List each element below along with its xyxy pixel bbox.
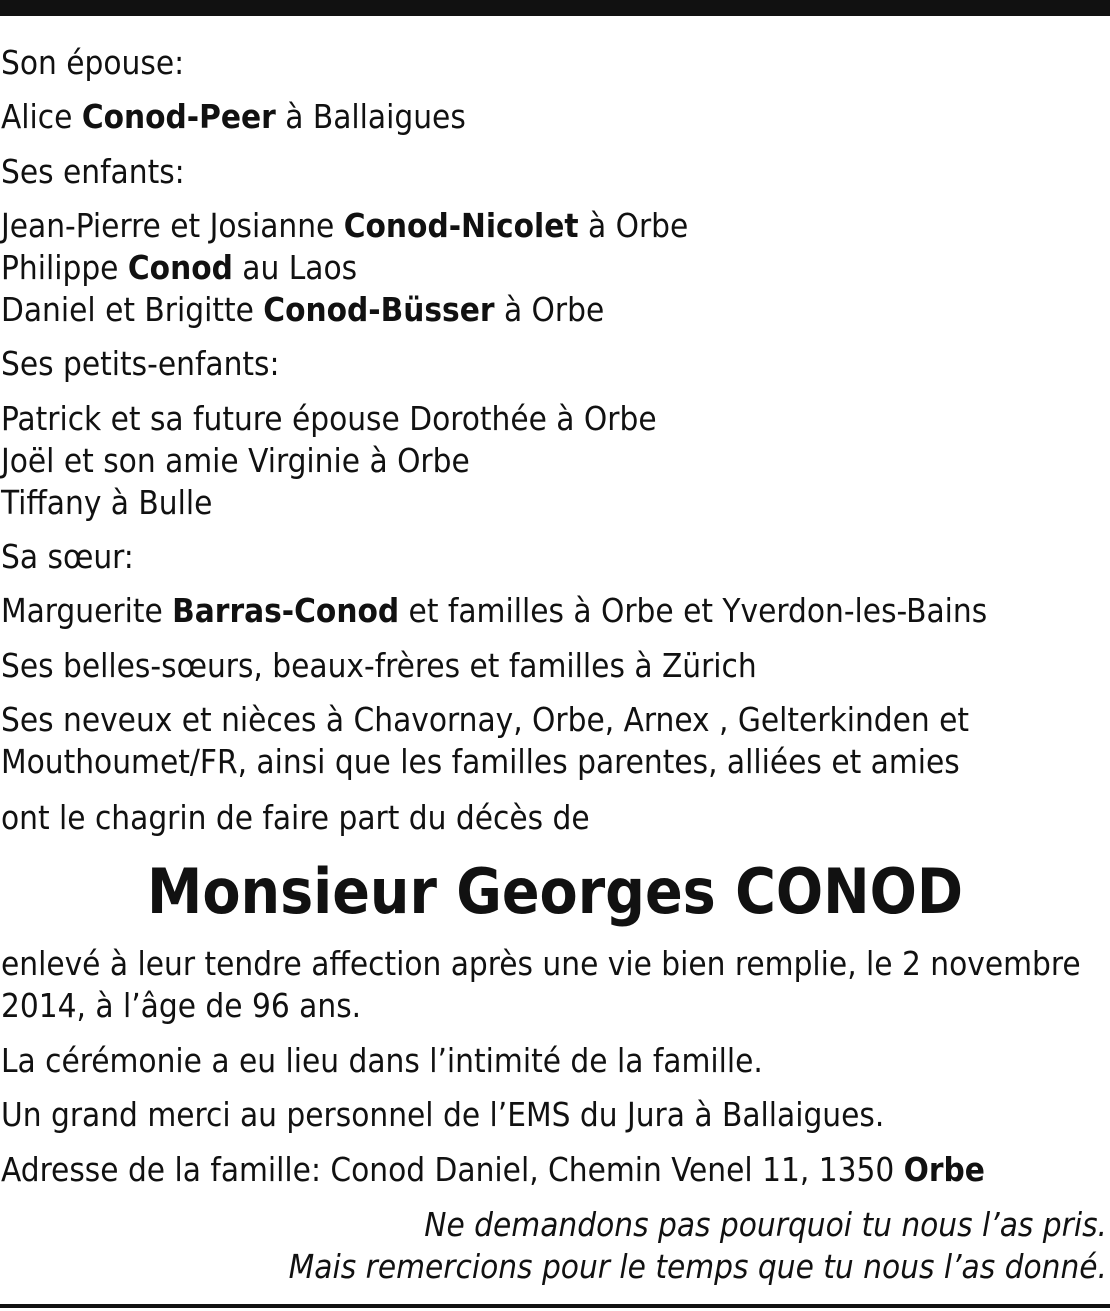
spouse-surname: Conod-Peer	[81, 97, 276, 136]
child-3-surname: Conod-Büsser	[263, 290, 495, 329]
grandchild-line-3: Tiffany à Bulle	[1, 483, 213, 522]
thanks-line: Un grand merci au personnel de l’EMS du Jura à Ballaigues.	[1, 1095, 885, 1134]
sister-surname: Barras-Conod	[172, 591, 400, 630]
child-3-pre: Daniel et Brigitte	[1, 290, 264, 329]
header-sister: Sa sœur:	[1, 537, 134, 576]
address-line	[1, 1149, 985, 1191]
nephews-line-2: Mouthoumet/FR, ainsi que les familles parentes, alliées et amies	[1, 742, 960, 781]
child-line-2	[1, 247, 357, 289]
sister-pre: Marguerite	[1, 591, 173, 630]
quote-line-2: Mais remercions pour le temps que tu nous l’as donné.	[288, 1247, 1107, 1286]
header-children: Ses enfants:	[1, 152, 185, 191]
spouse-line	[1, 96, 466, 138]
announcement-line: ont le chagrin de faire part du décès de	[1, 798, 590, 837]
child-1-pre: Jean-Pierre et Josianne	[1, 206, 344, 245]
deceased-name: Monsieur Georges CONOD	[146, 855, 964, 928]
child-line-1	[1, 205, 688, 247]
spouse-pre: Alice	[1, 97, 82, 136]
grandchild-line-1: Patrick et sa future épouse Dorothée à Orbe	[1, 399, 657, 438]
child-1-post: à Orbe	[578, 206, 689, 245]
spouse-post: à Ballaigues	[275, 97, 466, 136]
child-2-post: au Laos	[232, 248, 358, 287]
child-3-post: à Orbe	[494, 290, 605, 329]
child-2-pre: Philippe	[1, 248, 128, 287]
quote-line-1: Ne demandons pas pourquoi tu nous l’as pris.	[424, 1205, 1107, 1244]
header-spouse: Son épouse:	[1, 43, 185, 82]
bottom-rule	[0, 1304, 1110, 1308]
nephews-line-1: Ses neveux et nièces à Chavornay, Orbe, Arnex , Gelterkinden et	[1, 700, 970, 739]
top-rule	[0, 0, 1110, 16]
ceremony-line: La cérémonie a eu lieu dans l’intimité de la famille.	[1, 1041, 763, 1080]
address-city: Orbe	[903, 1150, 985, 1189]
child-1-surname: Conod-Nicolet	[343, 206, 579, 245]
address-pre: Adresse de la famille: Conod Daniel, Chemin Venel 11, 1350	[1, 1150, 904, 1189]
sister-post: et familles à Orbe et Yverdon-les-Bains	[399, 591, 988, 630]
child-2-surname: Conod	[127, 248, 233, 287]
in-laws-line: Ses belles-sœurs, beaux-frères et familles à Zürich	[1, 646, 757, 685]
grandchild-line-2: Joël et son amie Virginie à Orbe	[1, 441, 470, 480]
death-line-1: enlevé à leur tendre affection après une vie bien remplie, le 2 novembre	[1, 944, 1081, 983]
sister-line	[1, 590, 987, 632]
death-line-2: 2014, à l’âge de 96 ans.	[1, 986, 362, 1025]
child-line-3	[1, 289, 604, 331]
header-grandchildren: Ses petits-enfants:	[1, 344, 280, 383]
